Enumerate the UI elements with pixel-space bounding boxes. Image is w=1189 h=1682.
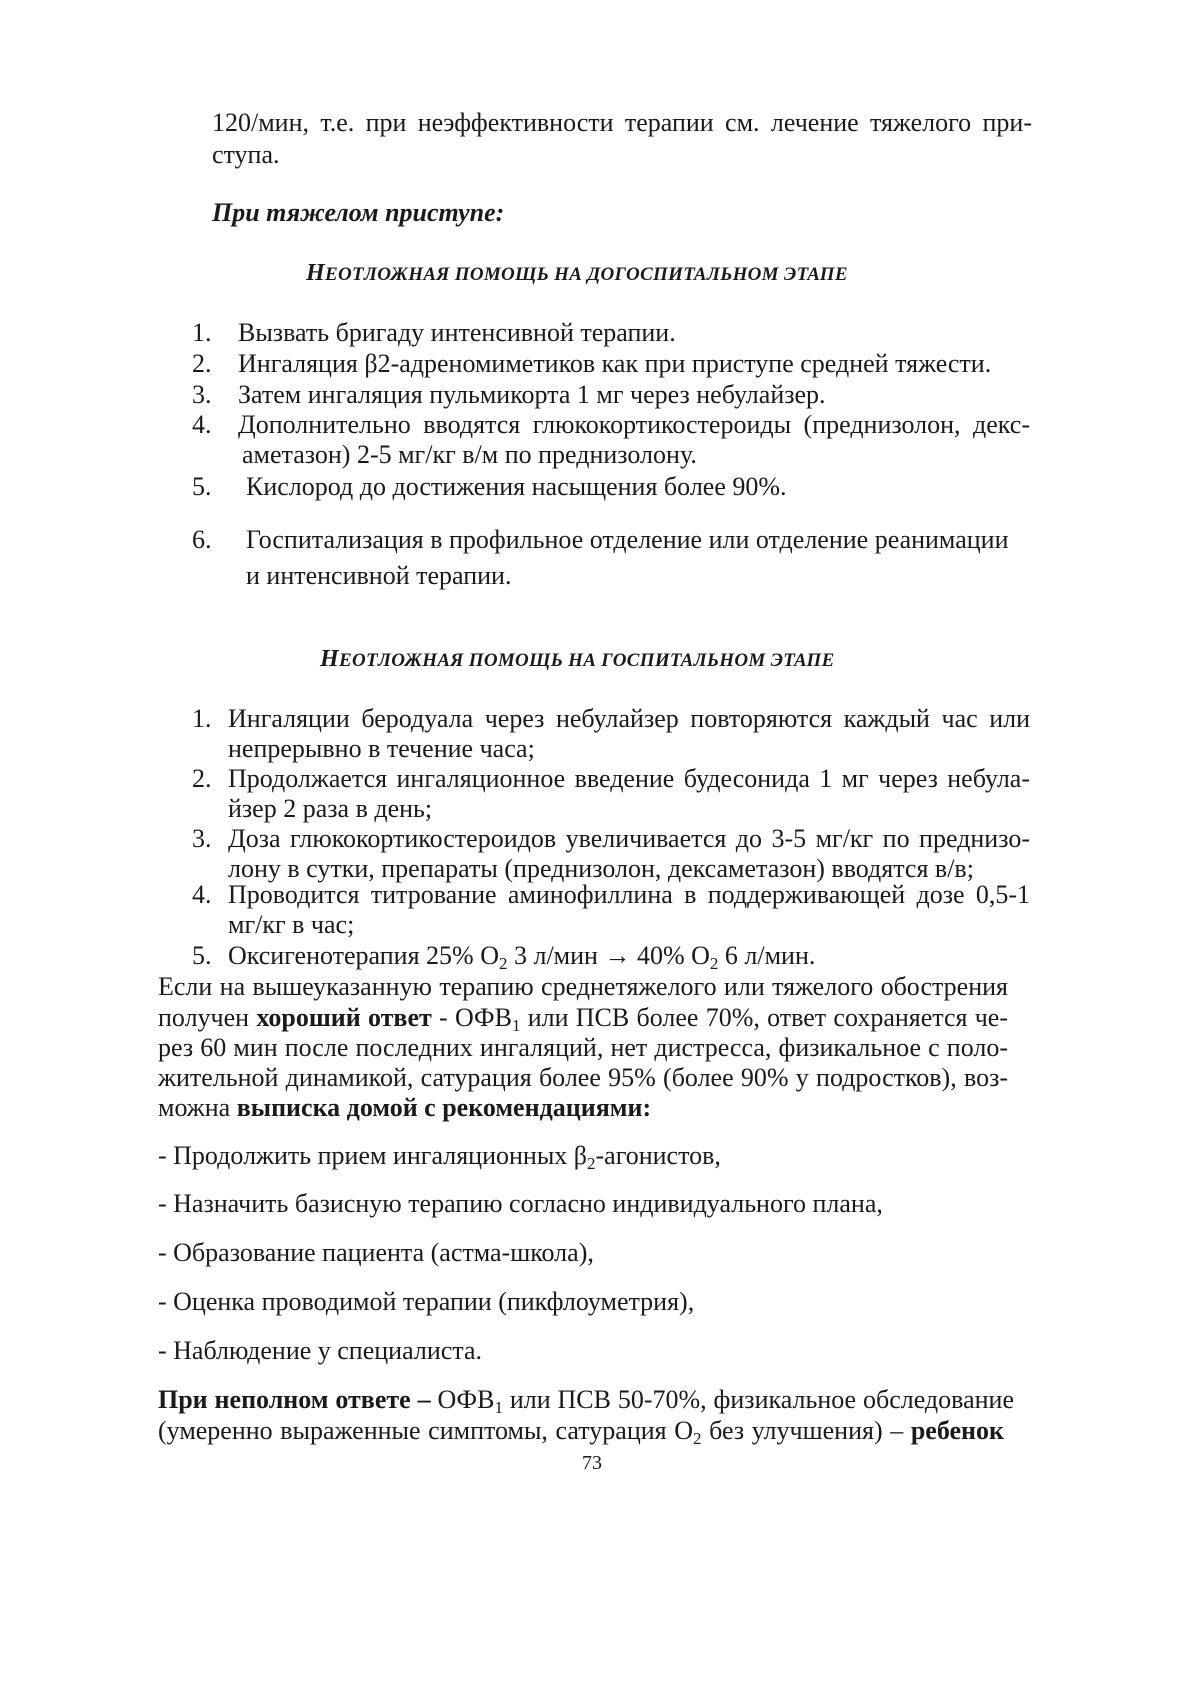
list-item-continuation: лону в сутки, препараты (преднизолон, дексаметазон) вводятся в/в;: [228, 854, 974, 883]
list-item: Дополнительно вводятся глюкокортикостероиды (преднизолон, декс-: [238, 410, 1030, 439]
paragraph-line: Если на вышеуказанную терапию среднетяжелого или тяжелого обострения: [158, 972, 1008, 1001]
paragraph-line: можна выписка домой с рекомендациями:: [158, 1093, 652, 1122]
recommendation-item: - Назначить базисную терапию согласно индивидуального плана,: [158, 1189, 883, 1218]
list-item-number: 5.: [192, 941, 212, 970]
list-item-number: 4.: [192, 880, 212, 909]
recommendation-item: - Продолжить прием ингаляционных $\beta_2$-агонистов,: [158, 1141, 721, 1173]
severe-attack-heading: При тяжелом приступе:: [212, 198, 505, 227]
paragraph-line: При неполном ответе – $ОФВ_1$ или ПСВ 50-70%, физикальное обследование: [158, 1385, 1014, 1417]
intro-line-1: 120/мин, т.е. при неэффективности терапии см. лечение тяжелого при-: [212, 108, 1032, 137]
paragraph-line: жительной динамикой, сатурация более 95% (более 90% у подростков), воз-: [158, 1063, 1008, 1092]
list-item-number: 3.: [192, 824, 212, 853]
list-item: Ингаляции беродуала через небулайзер повторяются каждый час или: [228, 704, 1030, 733]
recommendation-item: - Оценка проводимой терапии (пикфлоуметрия),: [158, 1287, 695, 1316]
recommendation-item: - Образование пациента (астма-школа),: [158, 1238, 594, 1267]
list-item: Вызвать бригаду интенсивной терапии.: [238, 318, 676, 347]
list-item-number: 2.: [192, 349, 212, 378]
prehospital-heading: НЕОТЛОЖНАЯ ПОМОЩЬ НА ДОГОСПИТАЛЬНОМ ЭТАПЕ: [306, 260, 848, 286]
list-item: Госпитализация в профильное отделение или отделение реанимации: [246, 525, 1009, 554]
intro-line-2: ступа.: [212, 140, 280, 169]
list-item: Кислород до достижения насыщения более 90%.: [246, 472, 787, 501]
recommendation-item: - Наблюдение у специалиста.: [158, 1336, 483, 1365]
paragraph-line: рез 60 мин после последних ингаляций, нет дистресса, физикальное с поло-: [158, 1033, 1008, 1062]
hospital-heading: НЕОТЛОЖНАЯ ПОМОЩЬ НА ГОСПИТАЛЬНОМ ЭТАПЕ: [320, 646, 835, 672]
list-item-number: 1.: [192, 704, 212, 733]
list-item-continuation: йзер 2 раза в день;: [228, 794, 433, 823]
list-item: Оксигенотерапия 25% $О_2$ 3 л/мин → 40% $О_2$ 6 л/мин.: [228, 941, 816, 973]
list-item: Затем ингаляция пульмикорта 1 мг через небулайзер.: [238, 380, 826, 409]
list-item-continuation: и интенсивной терапии.: [246, 561, 512, 590]
list-item-number: 1.: [192, 318, 212, 347]
list-item: Ингаляция β2-адреномиметиков как при приступе средней тяжести.: [238, 349, 992, 378]
paragraph-line: (умеренно выраженные симптомы, сатурация $О_2$ без улучшения) – ребенок: [158, 1416, 1004, 1448]
list-item-continuation: непрерывно в течение часа;: [228, 734, 535, 763]
list-item-number: 4.: [192, 410, 212, 439]
list-item-number: 5.: [192, 472, 212, 501]
list-item: Проводится титрование аминофиллина в поддерживающей дозе 0,5-1: [228, 880, 1030, 909]
paragraph-line: получен хороший ответ - $ОФВ_1$ или ПСВ более 70%, ответ сохраняется че-: [158, 1003, 1008, 1035]
list-item: Продолжается ингаляционное введение будесонида 1 мг через небула-: [228, 764, 1030, 793]
list-item-number: 2.: [192, 764, 212, 793]
list-item-continuation: аметазон) 2-5 мг/кг в/м по преднизолону.: [242, 440, 697, 469]
list-item-number: 3.: [192, 380, 212, 409]
list-item-continuation: мг/кг в час;: [228, 910, 355, 939]
page-number: 73: [582, 1452, 602, 1474]
list-item: Доза глюкокортикостероидов увеличивается до 3-5 мг/кг по преднизо-: [228, 824, 1030, 853]
list-item-number: 6.: [192, 525, 212, 554]
